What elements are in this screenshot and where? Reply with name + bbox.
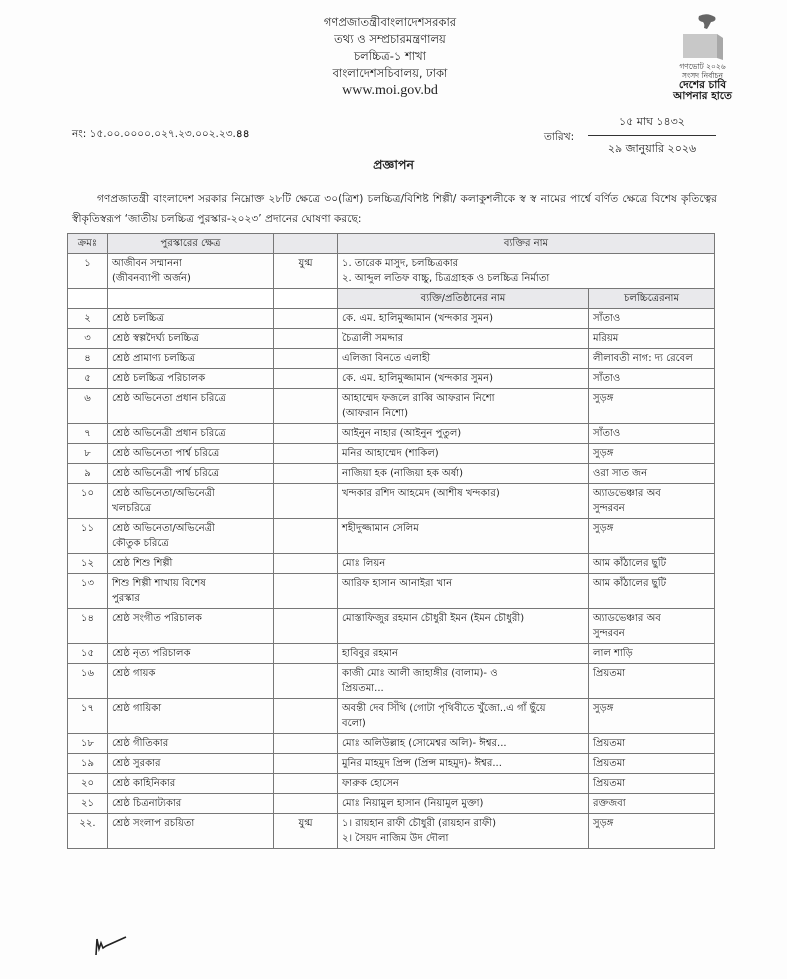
row-name	[338, 554, 589, 574]
row-film	[589, 574, 715, 609]
table-row	[68, 389, 715, 424]
row-category-line: শ্রেষ্ঠ অভিনেত্রী পার্শ্ব চরিত্রে	[112, 468, 220, 479]
row-serial: ৫	[68, 369, 108, 389]
header-blank	[274, 234, 338, 254]
table-row	[68, 644, 715, 664]
row-film-line: লীলাবতী নাগ: দ্য রেবেল	[593, 353, 693, 364]
row-film-line: আম কাঁঠালের ছুটি	[593, 578, 667, 589]
row-category	[108, 389, 274, 424]
header-government: গণপ্রজাতন্ত্রীবাংলাদেশসরকার	[323, 15, 457, 29]
row-category	[108, 774, 274, 794]
row-serial: ১৭	[68, 699, 108, 734]
row-category	[108, 424, 274, 444]
row-joint: যুগ্ম	[274, 814, 338, 849]
row-name	[338, 754, 589, 774]
row-name	[338, 349, 589, 369]
row-name-line: চৈত্রালী সমদ্দার	[342, 333, 404, 344]
notice-title: প্রজ্ঞাপন	[373, 157, 414, 172]
row-name-line: খন্দকার রশিদ আহমেদ (আশীষ খন্দকার)	[342, 488, 500, 499]
row-name-line: মনির আহাম্মেদ (শাকিল)	[342, 448, 439, 459]
row-film-line: সুন্দরবন	[593, 628, 625, 639]
row-name-line: ২। সৈয়দ নাজিম উদ দৌলা	[342, 833, 449, 844]
logo-election: সংসদ নির্বাচন	[682, 71, 723, 80]
ministry-header	[240, 14, 540, 99]
logo-slogan-1: দেশের চাবি	[678, 79, 727, 91]
row-category-line: শ্রেষ্ঠ গায়িকা	[112, 703, 162, 714]
row-film	[589, 349, 715, 369]
row-film	[589, 814, 715, 849]
row-name-line: আহাম্মেদ ফজলে রাব্বি আফরান নিশো	[342, 393, 495, 404]
memo-suffix: ৪৪	[235, 128, 250, 140]
row-name	[338, 519, 589, 554]
row-film-line: প্রিয়তমা	[593, 778, 626, 789]
row-joint	[274, 734, 338, 754]
row-category-line: শ্রেষ্ঠ অভিনেতা প্রধান চরিত্রে	[112, 393, 226, 404]
row-serial: ২০	[68, 774, 108, 794]
row-film-line: প্রিয়তমা	[593, 668, 626, 679]
header-serial: ক্রমঃ	[68, 234, 108, 254]
table-row	[68, 369, 715, 389]
row-name	[338, 484, 589, 519]
row-name-line: ফারুক হোসেন	[342, 778, 399, 789]
row-name-line: ১। রায়হান রাফী চৌধুরী (রায়হান রাফী)	[342, 818, 497, 829]
table-row	[68, 484, 715, 519]
row-film	[589, 519, 715, 554]
row-film-line: সুড়ঙ্গ	[593, 393, 614, 404]
row-serial: ৬	[68, 389, 108, 424]
table-row	[68, 349, 715, 369]
table-row	[68, 329, 715, 349]
row-serial: ৮	[68, 444, 108, 464]
row-category-line: শ্রেষ্ঠ অভিনেত্রী প্রধান চরিত্রে	[112, 428, 226, 439]
row-name-line: প্রিয়তমা...	[342, 683, 384, 694]
header-person: ব্যক্তির নাম	[338, 234, 715, 254]
date-label: তারিখ:	[544, 131, 575, 143]
row-category	[108, 369, 274, 389]
table-row	[68, 774, 715, 794]
row-film-line: আম কাঁঠালের ছুটি	[593, 558, 667, 569]
name-line: ১. তারেক মাসুদ, চলচ্চিত্রকার	[342, 258, 459, 269]
row-serial: ১৯	[68, 754, 108, 774]
row-name-line: আইনুন নাহার (আইনুন পুতুল)	[342, 428, 462, 439]
row-film-line: প্রিয়তমা	[593, 738, 626, 749]
row-serial: ২	[68, 309, 108, 329]
row-category	[108, 484, 274, 519]
row-film-line: সুড়ঙ্গ	[593, 523, 614, 534]
date-box	[588, 113, 716, 159]
row-category	[108, 644, 274, 664]
header-category: পুরস্কারের ক্ষেত্র	[108, 234, 274, 254]
table-row-lifetime	[68, 254, 715, 289]
row-name	[338, 644, 589, 664]
row-film	[589, 329, 715, 349]
row-name-line: নাজিয়া হক (নাজিয়া হক অর্ষা)	[342, 468, 464, 479]
row-joint	[274, 519, 338, 554]
row-category-line: শ্রেষ্ঠ নৃত্য পরিচালক	[112, 648, 191, 659]
row-film-line: মরিয়ম	[593, 333, 619, 344]
row-serial: ১৫	[68, 644, 108, 664]
row-name-line: অবন্তী দেব সিঁথি (গোটা পৃথিবীতে খুঁজো..এ গাঁ ছুঁয়ে	[342, 703, 546, 714]
row-names	[338, 254, 715, 289]
row-joint	[274, 349, 338, 369]
name-line: ২. আব্দুল লতিফ বাচ্চু, চিত্রগ্রাহক ও চলচ্চিত্র নির্মাতা	[342, 273, 550, 284]
row-joint	[274, 554, 338, 574]
header-ministry: তথ্য ও সম্প্রচারমন্ত্রণালয়	[334, 32, 446, 46]
row-film	[589, 309, 715, 329]
row-film	[589, 444, 715, 464]
row-name-line: (আফরান নিশো)	[342, 408, 408, 419]
row-category	[108, 609, 274, 644]
row-name-line: মোঃ নিয়ামুল হাসান (নিয়ামুল মুক্তা)	[342, 798, 484, 809]
election-logo	[640, 12, 765, 102]
table-row	[68, 519, 715, 554]
category-line: আজীবন সম্মাননা	[112, 258, 182, 269]
row-category	[108, 254, 274, 289]
row-joint	[274, 574, 338, 609]
row-serial: ১৬	[68, 664, 108, 699]
row-film	[589, 774, 715, 794]
category-line: (জীবনব্যাপী অর্জন)	[112, 273, 191, 284]
row-name	[338, 329, 589, 349]
row-name	[338, 574, 589, 609]
row-film-line: সুন্দরবন	[593, 503, 625, 514]
row-film-line: লাল শাড়ি	[593, 648, 633, 659]
row-name	[338, 424, 589, 444]
row-category	[108, 309, 274, 329]
row-film-line: প্রিয়তমা	[593, 758, 626, 769]
row-joint	[274, 424, 338, 444]
row-film-line: ওরা সাত জন	[593, 468, 648, 479]
table-row	[68, 444, 715, 464]
row-name	[338, 814, 589, 849]
row-film	[589, 754, 715, 774]
award-table	[67, 233, 715, 849]
row-film	[589, 609, 715, 644]
row-serial: ১১	[68, 519, 108, 554]
row-category-line: শ্রেষ্ঠ সংগীত পরিচালক	[112, 613, 202, 624]
ballot-box-icon	[677, 12, 729, 62]
table-header-row	[68, 234, 715, 254]
row-name-line: এলিজা বিনতে এলাহী	[342, 353, 431, 364]
row-name-line: কে. এম. হালিমুজ্জামান (খন্দকার সুমন)	[342, 313, 494, 324]
row-category	[108, 794, 274, 814]
row-film-line: সুড়ঙ্গ	[593, 703, 614, 714]
row-film-line: সাঁতাও	[593, 313, 621, 324]
row-film-line: সাঁতাও	[593, 428, 621, 439]
row-name-line: মুনির মাহমুদ প্রিন্স (প্রিন্স মাহমুদ)- ঈশ্বর...	[342, 758, 502, 769]
table-subheader-row	[68, 289, 715, 309]
logo-slogan-2: আপনার হাতে	[673, 90, 732, 102]
intro-paragraph: গণপ্রজাতন্ত্রী বাংলাদেশ সরকার নিম্নোক্ত ২৮টি ক্ষেত্রে ৩০(ত্রিশ) চলচ্চিত্র/বিশিষ্ট শিল্পী/ কলাকুশলীকে স্ব স্ব নামের পার্শ্বে বর্ণিত ক্ষেত্রে বিশেষ কৃতিত্বের স্বীকৃতিস্বরূপ ‘জাতীয় চলচ্চিত্র পুরস্কার-২০২৩’ প্রদানের ঘোষণা করছে:	[72, 193, 717, 225]
row-name-line: আরিফ হাসান আনাইরা খান	[342, 578, 453, 589]
row-category-line: কৌতুক চরিত্রে	[112, 538, 169, 549]
row-name-line: মোস্তাফিজুর রহমান চৌধুরী ইমন (ইমন চৌধুরী)	[342, 613, 525, 624]
row-category-line: খলচরিত্রে	[112, 503, 152, 514]
row-joint	[274, 369, 338, 389]
row-film-line: সুড়ঙ্গ	[593, 818, 614, 829]
row-film	[589, 644, 715, 664]
row-serial: ২১	[68, 794, 108, 814]
row-category	[108, 574, 274, 609]
subheader-blank	[274, 289, 338, 309]
row-name	[338, 664, 589, 699]
row-category-line: শ্রেষ্ঠ স্বল্পদৈর্ঘ্য চলচ্চিত্র	[112, 333, 200, 344]
row-category	[108, 664, 274, 699]
row-joint	[274, 484, 338, 519]
row-category-line: শ্রেষ্ঠ অভিনেতা পার্শ্ব চরিত্রে	[112, 448, 220, 459]
row-category	[108, 734, 274, 754]
row-name	[338, 389, 589, 424]
row-film	[589, 794, 715, 814]
row-serial: ৪	[68, 349, 108, 369]
row-serial: ৭	[68, 424, 108, 444]
row-joint	[274, 444, 338, 464]
row-joint	[274, 699, 338, 734]
table-row	[68, 754, 715, 774]
row-film	[589, 389, 715, 424]
row-joint	[274, 464, 338, 484]
table-row	[68, 734, 715, 754]
table-row	[68, 664, 715, 699]
row-category	[108, 349, 274, 369]
subheader-blank	[108, 289, 274, 309]
row-serial: ১৮	[68, 734, 108, 754]
row-joint	[274, 794, 338, 814]
row-serial: ১০	[68, 484, 108, 519]
row-category-line: শ্রেষ্ঠ অভিনেতা/অভিনেত্রী	[112, 488, 215, 499]
row-category-line: পুরস্কার	[112, 593, 140, 604]
row-joint	[274, 644, 338, 664]
row-film-line: রক্তজবা	[593, 798, 626, 809]
row-name	[338, 609, 589, 644]
row-film-line: সাঁতাও	[593, 373, 621, 384]
header-address: বাংলাদেশসচিবালয়, ঢাকা	[332, 66, 448, 80]
row-joint	[274, 389, 338, 424]
row-category-line: শ্রেষ্ঠ অভিনেতা/অভিনেত্রী	[112, 523, 215, 534]
row-name-line: বলো)	[342, 718, 366, 729]
row-name	[338, 734, 589, 754]
row-category-line: শ্রেষ্ঠ সুরকার	[112, 758, 161, 769]
row-name	[338, 309, 589, 329]
row-category	[108, 754, 274, 774]
row-joint	[274, 329, 338, 349]
row-joint: যুগ্ম	[274, 254, 338, 289]
row-name	[338, 699, 589, 734]
row-serial: ১৩	[68, 574, 108, 609]
table-row	[68, 554, 715, 574]
row-serial: ১৪	[68, 609, 108, 644]
row-category-line: শ্রেষ্ঠ চিত্রনাট্যকার	[112, 798, 182, 809]
row-film-line: অ্যাডভেঞ্চার অব	[593, 488, 661, 499]
signature	[92, 935, 132, 957]
row-category	[108, 519, 274, 554]
table-row	[68, 574, 715, 609]
row-film	[589, 699, 715, 734]
row-category	[108, 444, 274, 464]
row-film	[589, 369, 715, 389]
header-website: www.moi.gov.bd	[342, 83, 438, 98]
row-category-line: শ্রেষ্ঠ সংলাপ রচয়িতা	[112, 818, 195, 829]
memo-prefix: নং: ১৫.০০.০০০০.০২৭.২৩.০০২.২৩.	[72, 128, 236, 140]
row-name	[338, 774, 589, 794]
row-film	[589, 554, 715, 574]
row-name-line: কাজী মোঃ আলী জাহাঙ্গীর (বালাম)- ও	[342, 668, 498, 679]
row-name	[338, 369, 589, 389]
date-gregorian: ২৯ জানুয়ারি ২০২৬	[607, 142, 697, 155]
row-category	[108, 329, 274, 349]
row-category	[108, 464, 274, 484]
row-name-line: কে. এম. হালিমুজ্জামান (খন্দকার সুমন)	[342, 373, 494, 384]
row-category-line: শ্রেষ্ঠ শিশু শিল্পী	[112, 558, 173, 569]
table-row	[68, 699, 715, 734]
row-name-line: মোঃ অলিউল্লাহ (সোমেশ্বর অলি)- ঈশ্বর...	[342, 738, 507, 749]
header-film: চলচ্চিত্রেরনাম	[589, 289, 715, 309]
row-category-line: শ্রেষ্ঠ প্রামাণ্য চলচ্চিত্র	[112, 353, 196, 364]
row-serial: ১	[68, 254, 108, 289]
row-category-line: শিশু শিল্পী শাখায় বিশেষ	[112, 578, 206, 589]
row-category-line: শ্রেষ্ঠ চলচ্চিত্র	[112, 313, 165, 324]
row-name	[338, 464, 589, 484]
row-category	[108, 814, 274, 849]
row-film	[589, 734, 715, 754]
table-row	[68, 464, 715, 484]
row-category-line: শ্রেষ্ঠ চলচ্চিত্র পরিচালক	[112, 373, 206, 384]
memo-number	[72, 127, 250, 144]
row-serial: ৩	[68, 329, 108, 349]
row-film	[589, 464, 715, 484]
table-row	[68, 814, 715, 849]
row-joint	[274, 774, 338, 794]
row-film	[589, 484, 715, 519]
row-category	[108, 699, 274, 734]
row-serial: ২২.	[68, 814, 108, 849]
row-film-line: সুড়ঙ্গ	[593, 448, 614, 459]
row-serial: ১২	[68, 554, 108, 574]
table-row	[68, 424, 715, 444]
row-joint	[274, 754, 338, 774]
row-joint	[274, 609, 338, 644]
row-name	[338, 794, 589, 814]
subheader-blank	[68, 289, 108, 309]
header-branch: চলচ্চিত্র-১ শাখা	[353, 49, 427, 63]
row-joint	[274, 309, 338, 329]
row-film	[589, 424, 715, 444]
header-person-org: ব্যক্তি/প্রতিষ্ঠানের নাম	[338, 289, 589, 309]
row-film-line: অ্যাডভেঞ্চার অব	[593, 613, 661, 624]
table-row	[68, 794, 715, 814]
row-joint	[274, 664, 338, 699]
logo-referendum: গণভোট ২০২৬	[679, 62, 726, 71]
row-category	[108, 554, 274, 574]
row-film	[589, 664, 715, 699]
row-name	[338, 444, 589, 464]
row-category-line: শ্রেষ্ঠ গায়ক	[112, 668, 156, 679]
row-serial: ৯	[68, 464, 108, 484]
row-name-line: হাবিবুর রহমান	[342, 648, 399, 659]
row-category-line: শ্রেষ্ঠ গীতিকার	[112, 738, 169, 749]
table-row	[68, 309, 715, 329]
row-name-line: মোঃ লিয়ন	[342, 558, 386, 569]
table-row	[68, 609, 715, 644]
date-bangla: ১৫ মাঘ ১৪৩২	[588, 113, 716, 136]
row-name-line: শহীদুজ্জামান সেলিম	[342, 523, 419, 534]
row-category-line: শ্রেষ্ঠ কাহিনিকার	[112, 778, 176, 789]
